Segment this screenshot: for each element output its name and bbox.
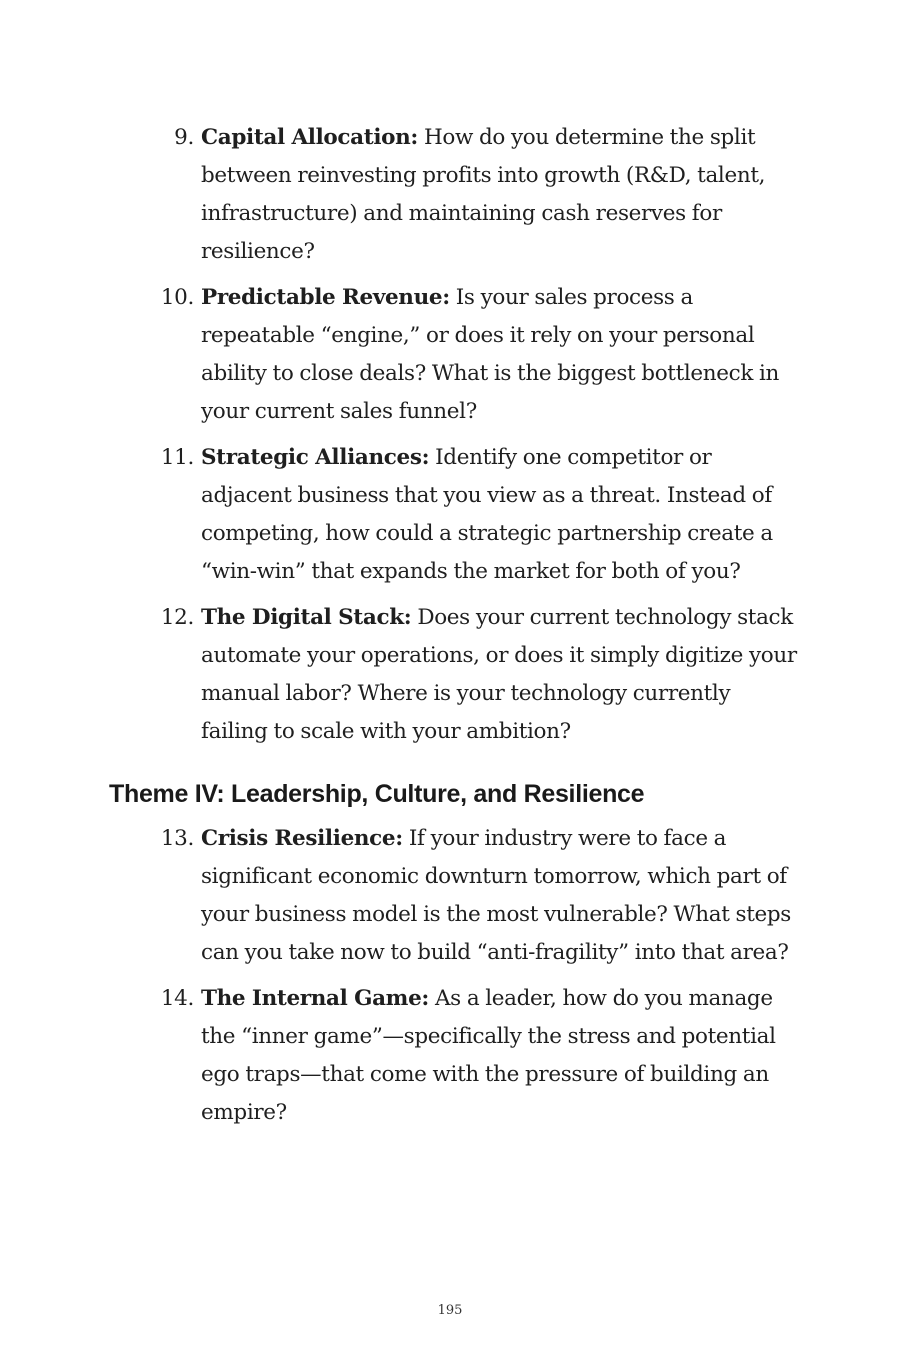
list-item bbox=[0, 820, 900, 972]
item-number: 12. bbox=[160, 605, 194, 630]
list-item bbox=[0, 119, 900, 271]
item-number: 13. bbox=[160, 826, 194, 851]
section-heading: Theme IV: Leadership, Culture, and Resilience bbox=[109, 780, 645, 808]
item-text: As a leader, how do you manage the “inner game”—specifically the stress and potential ego traps—that come with the pressure of building an empire? bbox=[201, 986, 776, 1125]
item-term: Predictable Revenue: bbox=[201, 285, 450, 310]
page-number: 195 bbox=[437, 1303, 463, 1318]
item-text: Identify one competitor or adjacent business that you view as a threat. Instead of competing, how could a strategic partnership create a “win-win” that expands the market for both of you? bbox=[201, 445, 773, 584]
question-list-theme-iv bbox=[0, 820, 900, 1132]
item-text: How do you determine the split between reinvesting profits into growth (R&D, talent, infrastructure) and maintaining cash reserves for resilience? bbox=[201, 125, 766, 264]
item-term: Capital Allocation: bbox=[201, 125, 418, 150]
item-number: 11. bbox=[160, 445, 194, 470]
question-list-theme-iii bbox=[0, 119, 900, 751]
item-term: The Digital Stack: bbox=[201, 605, 412, 630]
item-number: 14. bbox=[160, 986, 194, 1011]
item-text: Is your sales process a repeatable “engine,” or does it rely on your personal ability to close deals? What is the biggest bottleneck in your current sales funnel? bbox=[201, 285, 780, 424]
list-item bbox=[0, 439, 900, 591]
item-number: 10. bbox=[160, 285, 194, 310]
list-item bbox=[0, 980, 900, 1132]
item-text: Does your current technology stack automate your operations, or does it simply digitize your manual labor? Where is your technology currently failing to scale with your ambition? bbox=[201, 605, 797, 744]
item-number: 9. bbox=[174, 125, 194, 150]
list-item bbox=[0, 599, 900, 751]
item-text: If your industry were to face a significant economic downturn tomorrow, which part of your business model is the most vulnerable? What steps can you take now to build “anti-fragility” into that area? bbox=[201, 826, 791, 965]
list-item bbox=[0, 279, 900, 431]
item-term: Crisis Resilience: bbox=[201, 826, 403, 851]
item-term: The Internal Game: bbox=[201, 986, 429, 1011]
item-term: Strategic Alliances: bbox=[201, 445, 430, 470]
